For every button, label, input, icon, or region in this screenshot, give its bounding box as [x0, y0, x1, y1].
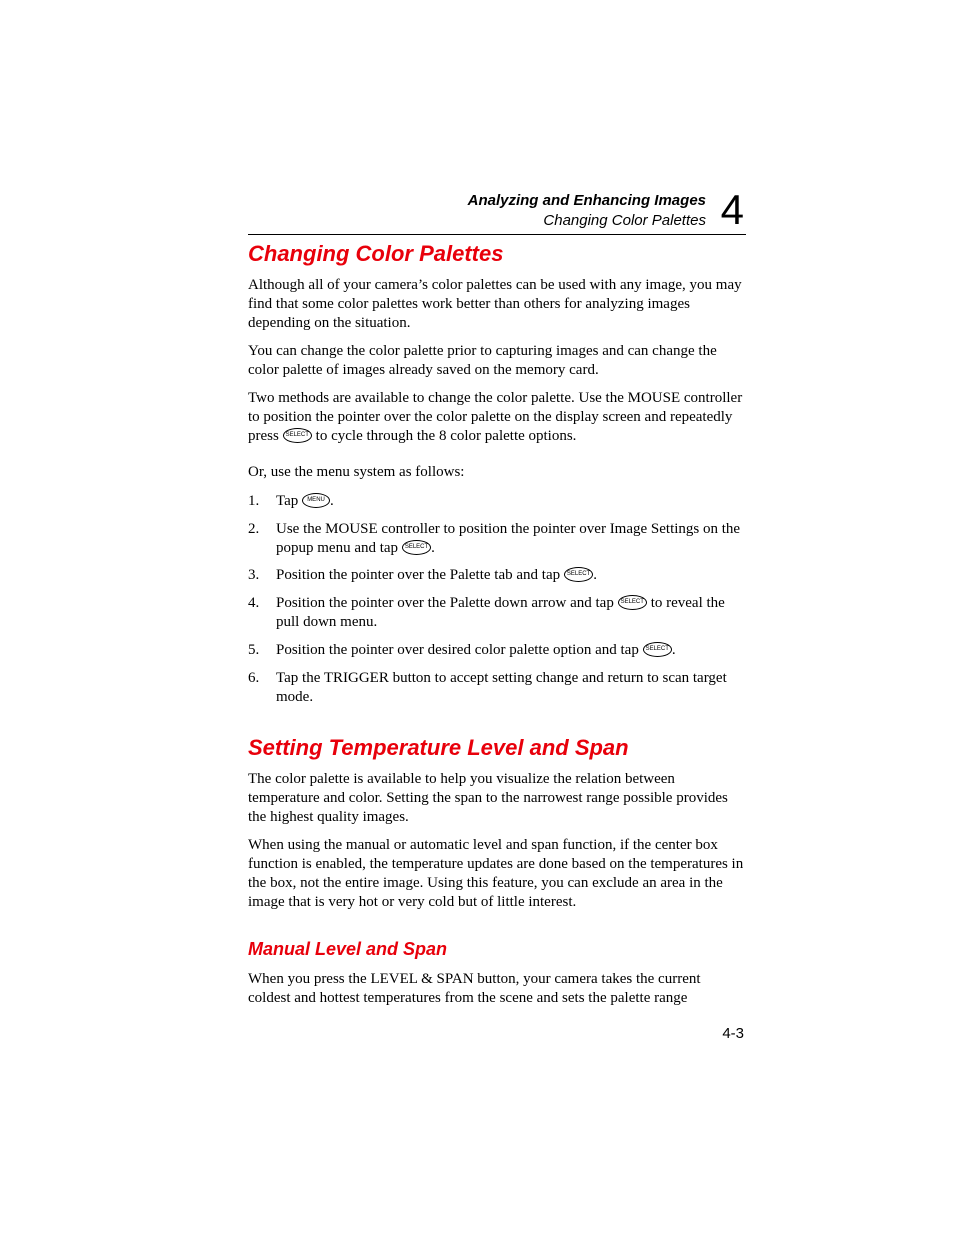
- paragraph: You can change the color palette prior to capturing images and can change the color palette of images already saved on the memory card.: [248, 343, 717, 378]
- text-run: .: [671, 642, 676, 658]
- list-item: [248, 641, 744, 660]
- text-run: Position the pointer over the Palette tab and tap: [276, 567, 564, 583]
- step-number: 2.: [248, 521, 260, 537]
- paragraph: The color palette is available to help you visualize the relation between temperature and color. Setting the span to the narrowest range possible provides the highest quality images.: [248, 771, 728, 825]
- text-run: Use the MOUSE controller to position the pointer over Image Settings on the popup menu and tap: [276, 521, 741, 556]
- step-text: [276, 594, 744, 632]
- text-run: Tap: [276, 493, 303, 509]
- section-heading-temperature-level-span: Setting Temperature Level and Span: [248, 735, 629, 760]
- text-run: to cycle through the 8 color palette options.: [311, 428, 577, 444]
- text-run: .: [330, 493, 334, 509]
- header-subtitle: Changing Color Palettes: [543, 212, 706, 229]
- list-item: [248, 520, 744, 558]
- section-heading-changing-color-palettes: Changing Color Palettes: [248, 241, 504, 266]
- paragraph: Although all of your camera’s color palettes can be used with any image, you may find that some color palettes work better than others for analyzing images depending on the situation.: [248, 277, 742, 331]
- paragraph: When you press the LEVEL & SPAN button, your camera takes the current coldest and hottest temperatures from the scene and sets the palette range: [248, 971, 701, 1006]
- text-run: .: [593, 567, 597, 583]
- subsection-heading-manual-level-span: Manual Level and Span: [248, 939, 448, 959]
- list-item: [248, 594, 744, 632]
- step-text: [276, 520, 744, 558]
- menu-key-icon: MENU: [302, 493, 330, 508]
- running-header: [248, 188, 746, 234]
- select-key-icon: SELECT: [402, 540, 431, 555]
- text-run: Two methods are available to change the color palette. Use the MOUSE controller to position the pointer over the color palette on the display screen and repeatedly press: [248, 390, 743, 444]
- text-run: Position the pointer over desired color palette option and tap: [276, 642, 643, 658]
- select-key-icon: SELECT: [283, 428, 312, 443]
- text-run: Position the pointer over the Palette down arrow and tap: [276, 595, 618, 611]
- text-run: .: [431, 540, 435, 556]
- text-run: to reveal the pull down menu.: [276, 595, 725, 630]
- chapter-number: 4: [720, 186, 744, 233]
- header-text: [468, 191, 706, 231]
- step-text: [276, 641, 744, 660]
- list-item: [248, 492, 744, 511]
- step-number: 1.: [248, 493, 260, 509]
- select-key-icon: SELECT: [564, 567, 593, 582]
- step-text: [276, 566, 744, 585]
- paragraph: When using the manual or automatic level and span function, if the center box function is enabled, the temperature updates are done based on the temperatures in the box, not the entire image. Using this feature, you can exclude an area in the image that is very hot or very cold but of little interest.: [248, 837, 744, 910]
- list-item: [248, 566, 744, 585]
- step-number: 3.: [248, 567, 260, 583]
- step-number: 5.: [248, 642, 260, 658]
- paragraph: Or, use the menu system as follows:: [248, 464, 465, 480]
- step-number: 6.: [248, 670, 260, 686]
- header-title: Analyzing and Enhancing Images: [467, 192, 706, 209]
- step-text: Tap the TRIGGER button to accept setting change and return to scan target mode.: [276, 670, 727, 705]
- step-number: 4.: [248, 595, 260, 611]
- select-key-icon: SELECT: [643, 642, 672, 657]
- header-divider: [248, 234, 746, 235]
- page-number: 4-3: [722, 1025, 744, 1042]
- step-text: [276, 492, 744, 511]
- select-key-icon: SELECT: [618, 595, 647, 610]
- list-item: [248, 669, 744, 707]
- paragraph: [248, 389, 744, 446]
